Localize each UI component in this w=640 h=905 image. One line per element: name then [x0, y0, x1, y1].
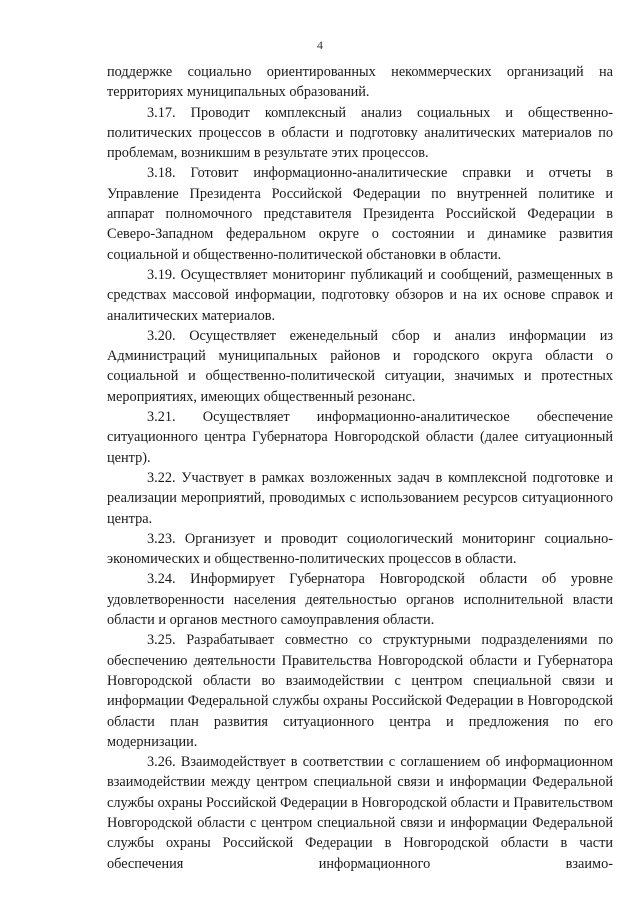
paragraph-continuation: поддержке социально ориентированных некоммерческих организаций на территориях муниципальных образований.	[107, 64, 613, 101]
paragraph-3-24: 3.24. Информирует Губернатора Новгородской области об уровне удовлетворенности населения деятельностью органов исполнительной власти области и органов местного самоуправления области.	[107, 571, 613, 629]
paragraph-3-25: 3.25. Разрабатывает совместно со структурными подразделениями по обеспечению деятельности Правительства Новгородской области и Губернатора Новгородской области во взаимодействии с центром специальной связи и информации Федеральной службы охраны Российской Федерации в Новгородской области план развития ситуационного центра и предложения по его модернизации.	[107, 632, 613, 750]
paragraph-3-23: 3.23. Организует и проводит социологический мониторинг социально-экономических и общественно-политических процессов в области.	[107, 530, 613, 568]
document-body	[107, 62, 613, 874]
paragraph-3-26: 3.26. Взаимодействует в соответствии с соглашением об информационном взаимодействии между центром специальной связи и информации Федеральной службы охраны Российской Федерации в Новгородской области и Правительством Новгородской области с центром специальной связи и информации Федеральной службы охраны Российской Федерации в Новгородской области в части обеспечения информационного взаимо-	[107, 754, 613, 872]
paragraph-3-17: 3.17. Проводит комплексный анализ социальных и общественно-политических процессов в области и подготовку аналитических материалов по проблемам, возникшим в результате этих процессов.	[107, 104, 613, 162]
page-number: 4	[317, 38, 323, 52]
paragraph-3-22: 3.22. Участвует в рамках возложенных задач в комплексной подготовке и реализации мероприятий, проводимых с использованием ресурсов ситуационного центра.	[107, 469, 613, 527]
paragraph-3-21: 3.21. Осуществляет информационно-аналитическое обеспечение ситуационного центра Губернатора Новгородской области (далее ситуационный центр).	[107, 409, 613, 466]
paragraph-3-20: 3.20. Осуществляет еженедельный сбор и анализ информации из Администраций муниципальных районов и городского округа области о социальной и общественно-политической ситуации, значимых и протестных мероприятиях, имеющих общественный резонанс.	[107, 327, 613, 405]
paragraph-3-18: 3.18. Готовит информационно-аналитические справки и отчеты в Управление Президента Российской Федерации по внутренней политике и аппарат полномочного представителя Президента Российской Федерации в Северо-Западном федеральном округе о состоянии и динамике развития социальной и общественно-политической обстановки в области.	[107, 165, 613, 263]
paragraph-3-19: 3.19. Осуществляет мониторинг публикаций и сообщений, размещенных в средствах массовой информации, подготовку обзоров и на их основе справок и аналитических материалов.	[107, 266, 613, 324]
